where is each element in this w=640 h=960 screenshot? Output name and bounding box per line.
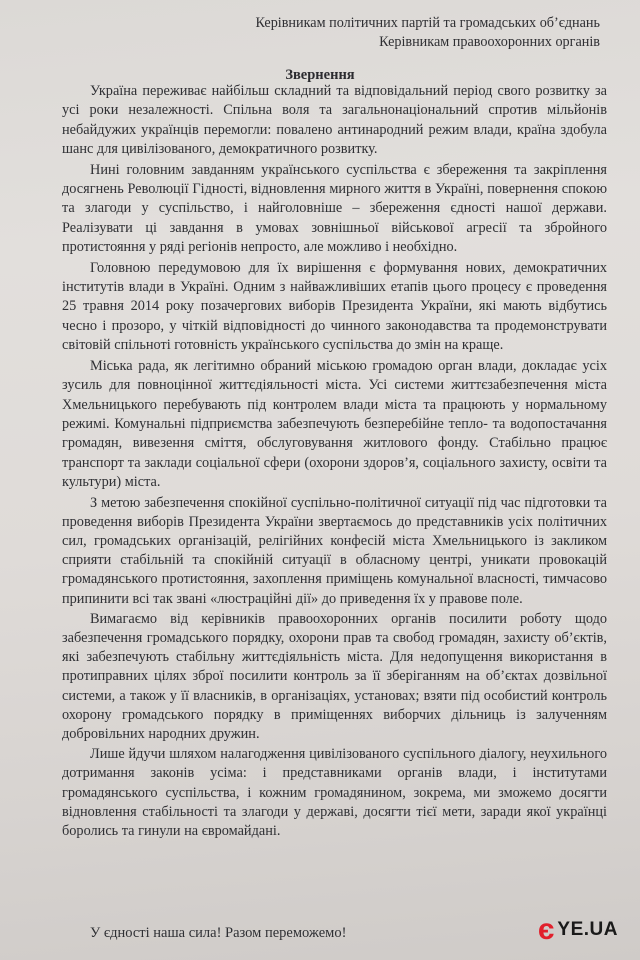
paragraph-3: Головною передумовою для їх вирішення є формування нових, демократичних інститутів влади в Україні. Одним з найважливіших етапів цього процесу є проведення 25 травня 2014 року позачергових виборів Президента України, які мають відбутись чесно і прозоро, у чіткій відповідності до чинного законодавства та продемонструвати світовій спільноті готовність українського суспільства до змін на краще. [62, 259, 607, 354]
paragraph-6: Вимагаємо від керівників правоохоронних органів посилити роботу щодо забезпечення громадського порядку, охорони прав та свобод громадян, захисту об’єктів, які забезпечують стабільну життєдіяльність міста. Для недопущення використання в протиправних цілях зброї посилити контроль за її зберіганням на об’єктах дозвільної системи, а також у її власників, в організаціях, установах; взяти під особистий контроль охорону громадського порядку в приміщеннях виборчих дільниць із залученням добровільних народних дружин. [62, 610, 607, 742]
addressee-line-law-enforcement: Керівникам правоохоронних органів [379, 34, 600, 50]
addressee-line-parties: Керівникам політичних партій та громадських об’єднань [255, 15, 600, 31]
paragraph-2: Нині головним завданням українського суспільства є збереження та закріплення досягнень Революції Гідності, відновлення мирного життя в Україні, повернення спокою та злагоди у суспільство, і найголовніше – збереження єдності нашої держави. Реалізувати ці завдання в умовах зовнішньої військової агресії та збройного протистояння у ряді регіонів непросто, але можливо і необхідно. [62, 161, 607, 256]
watermark-text: YE.UA [557, 919, 618, 940]
paragraph-5: З метою забезпечення спокійної суспільно-політичної ситуації під час підготовки та проведення виборів Президента України звертаємось до представників усіх політичних сил, громадських організацій, релігійних конфесій міста Хмельницького із закликом сприяти стабільній та спокійній ситуації в обласному центрі, уникати провокацій громадянського протистояння, захоплення приміщень комунальної власності, тимчасово припинити всі так звані «люстраційні дії» до приведення їх у правове поле. [62, 494, 607, 607]
paragraph-7: Лише йдучи шляхом налагодження цивілізованого суспільного діалогу, неухильного дотримання законів усіма: і представниками органів влади, і інститутами громадянського суспільства, і кожним громадянином, зокрема, ми зможемо досягти відновлення стабільності та злагоди у державі, досягти тієї мети, заради якої українці боролись та гинули на євромайдані. [62, 746, 607, 839]
paragraph-1: Україна переживає найбільш складний та відповідальний період свого розвитку за усі роки незалежності. Спільна воля та загальнонаціональний спротив мільйонів небайдужих українців перемогли: повалено антинародний режим влади, країна здобула шанс для цивілізованого, демократичного розвитку. [62, 83, 607, 158]
paragraph-4: Міська рада, як легітимно обраний міською громадою орган влади, докладає усіх зусиль для повноцінної життєдіяльності міста. Усі системи життєзабезпечення міста Хмельницького перебувають під контролем влади міста та працюють у нормальному режимі. Комунальні підприємства забезпечують безперебійне тепло- та водопостачання громадян, вивезення сміття, обслуговування житлового фонду. Стабільно працює транспорт та заклади соціальної сфери (охорони здоров’я, соціального захисту, освіти та культури) міста. [62, 357, 607, 491]
closing-slogan: У єдності наша сила! Разом переможемо! [90, 925, 347, 941]
site-watermark-logo [538, 915, 618, 945]
document-title: Звернення [285, 67, 355, 83]
ye-logo-icon: є [537, 913, 555, 946]
addressee-block [255, 14, 600, 52]
document-body [62, 82, 607, 842]
